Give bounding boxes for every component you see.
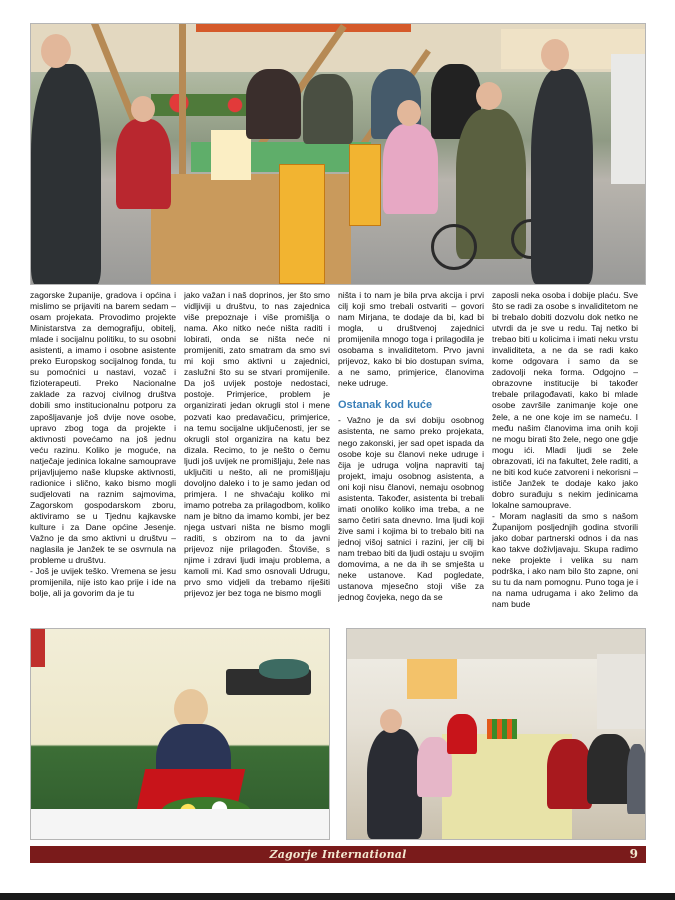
article-column-3	[338, 290, 484, 622]
article-paragraph: ništa i to nam je bila prva akcija i prvi cilj koji smo trebali ostvariti – govori nam Mirjana, te dodaje da bi, kad bi mogla, u društvenoj zajednici promijenila mnogo toga i prilagodila je osobama s invaliditetom. Prvo javni prijevoz, kako bi bio dostupan svima, a ne samo, primjerice, članovima neke udruge.	[338, 290, 484, 389]
article-body	[30, 290, 646, 622]
article-paragraph: - Još je uvijek teško. Vremena se jesu promijenila, nije isto kao prije i ide na bolje, ali ja govorim da je tu	[30, 566, 176, 599]
bottom-left-photo-speaker	[30, 628, 330, 840]
magazine-title: Zagorje International	[269, 848, 407, 861]
article-paragraph: zagorske županije, gradova i općina i mislimo se prijaviti na barem sedam – osam projekata. Provodimo projekte Ministarstva za demografiju, obitelj, mlade i socijalnu politiku, to su osobni asistenti, a imamo i osobne asistente preko Europskog socijalnog fonda, tu su pomoćnici u nastavi, vozač i fizioterapeuti. Preko Nacionalne zaklade za razvoj civilnog društva dobili smo institucionalnu potporu za zapošljavanje još dvije nove osobe, upravo zbog toga da projekte i aktivnosti povećamo na još jednu veću razinu. Koliko je moguće, na natječaje jedinica lokalne samouprave prijavljujemo naše klupske aktivnosti, radionice i slično, kako bismo mogli sudjelovati na raznim sajmovima, Zagorskom gospodarskom zboru, aktiviramo se u Tjednu kajkavske kulture i za Dane općine Jesenje. Važno je da smo aktivni u društvu – naglasila je Janžek te se osvrnula na probleme u društvu.	[30, 290, 176, 566]
article-column-2	[184, 290, 330, 622]
bottom-right-photo-meeting	[346, 628, 646, 840]
article-paragraph: jako važan i naš doprinos, jer što smo vidljiviji u društvu, to nas zajednica više prepoznaje i više promišlja o nama. Ako nitko neće ništa raditi i lobirati, onda se ništa neće ni promijeniti, zato smatram da smo svi mi koji smo aktivni u zajednici, zaslužni što su se stvari promijenile. Da još uvijek postoje nedostaci, postoje. Primjerice, problem je organizirati jedan okrugli stol i mene pozvati kao predavačicu, primjerice, na temu socijalne uključenosti, jer se okrugli stol organizira na katu bez dizala. Recimo, to je nešto o čemu ljudi još uvijek ne promišljaju, žele nas uključiti u nešto, ali ne promišljaju dovoljno daleko i to je samo jedan od primjera. I ne shvaćaju koliko mi imamo potreba za prilagodbom, koliko nam je bitno da imamo kombi, jer bez njega ustvari ništa ne bismo mogli raditi, s obzirom na to da javni prijevoz nije prilagođen. Štoviše, s njime i zdravi ljudi imaju problema, a kamoli mi. Kad smo osnovali Udrugu, prvo smo vidjeli da trebamo riješiti prijevoz jer bez toga ne bismo mogli	[184, 290, 330, 599]
page-number: 9	[629, 847, 638, 861]
top-photo-stand	[30, 23, 646, 285]
bottom-edge-bar	[0, 893, 675, 900]
footer-bar	[30, 846, 646, 863]
article-column-4	[492, 290, 638, 622]
article-paragraph: - Važno je da svi dobiju osobnog asistenta, ne samo preko projekata, nego zakonski, jer sad opet ispada da osobe koje su članovi neke udruge i čija je udruga voljna napraviti taj projekt, imaju osobnog asistenta, a oni koji nisu članovi, nemaju osobnog asistenta. Također, asistenta bi trebali imati onoliko koliko ima treba, a ne samo četiri sata dnevno. Ima ljudi koji žive sami i kojima bi to trebalo biti na jednoj višoj satnici i razini, jer cilj bi nam trebao biti da ljudi ostaju u svojim domovima, a ne da ih se smješta u neke ustanove. Kad pogledate, ustanova mjesečno stoji više za jednog čovjeka, nego da se	[338, 415, 484, 603]
article-subheading: Ostanak kod kuće	[338, 399, 433, 412]
article-column-1	[30, 290, 176, 622]
article-paragraph: zaposli neka osoba i dobije plaću. Sve što se radi za osobe s invaliditetom ne bi trebalo dobiti dozvolu dok netko ne utvrdi da je sve u redu. Taj netko bi trebao biti u kolicima i imati neku vrstu invaliditeta, a ne da se radi kako kome odgovara i samo da se zadovolji neka forma. Odgojno – obrazovne institucije bi također trebale prilagođavati, kako bi mlade osobe završile zanimanje koje one žele, a ne one koje im se nameću. I među našim članovima ima onih koji ne mogu birati što žele, nego one gdje mogu ići. Mladi ljudi se žele obrazovati, ići na fakultet, žele raditi, a ne biti kod kuće zatvoreni i nekorisni – ističe Janžek te dodaje kako jako dobro surađuju s nekim jedinicama lokalne samouprave. - Moram naglasiti da smo s našom Županijom posljednjih godina stvorili jako dobar partnerski odnos i da nas kao takve doživljavaju. Skupa radimo neke projekte i velika su nam podrška, i ako nam bilo što zapne, oni su tu da nam pomognu. Puno toga je i na nama udrugama i ako želimo da nam bude	[492, 290, 638, 610]
